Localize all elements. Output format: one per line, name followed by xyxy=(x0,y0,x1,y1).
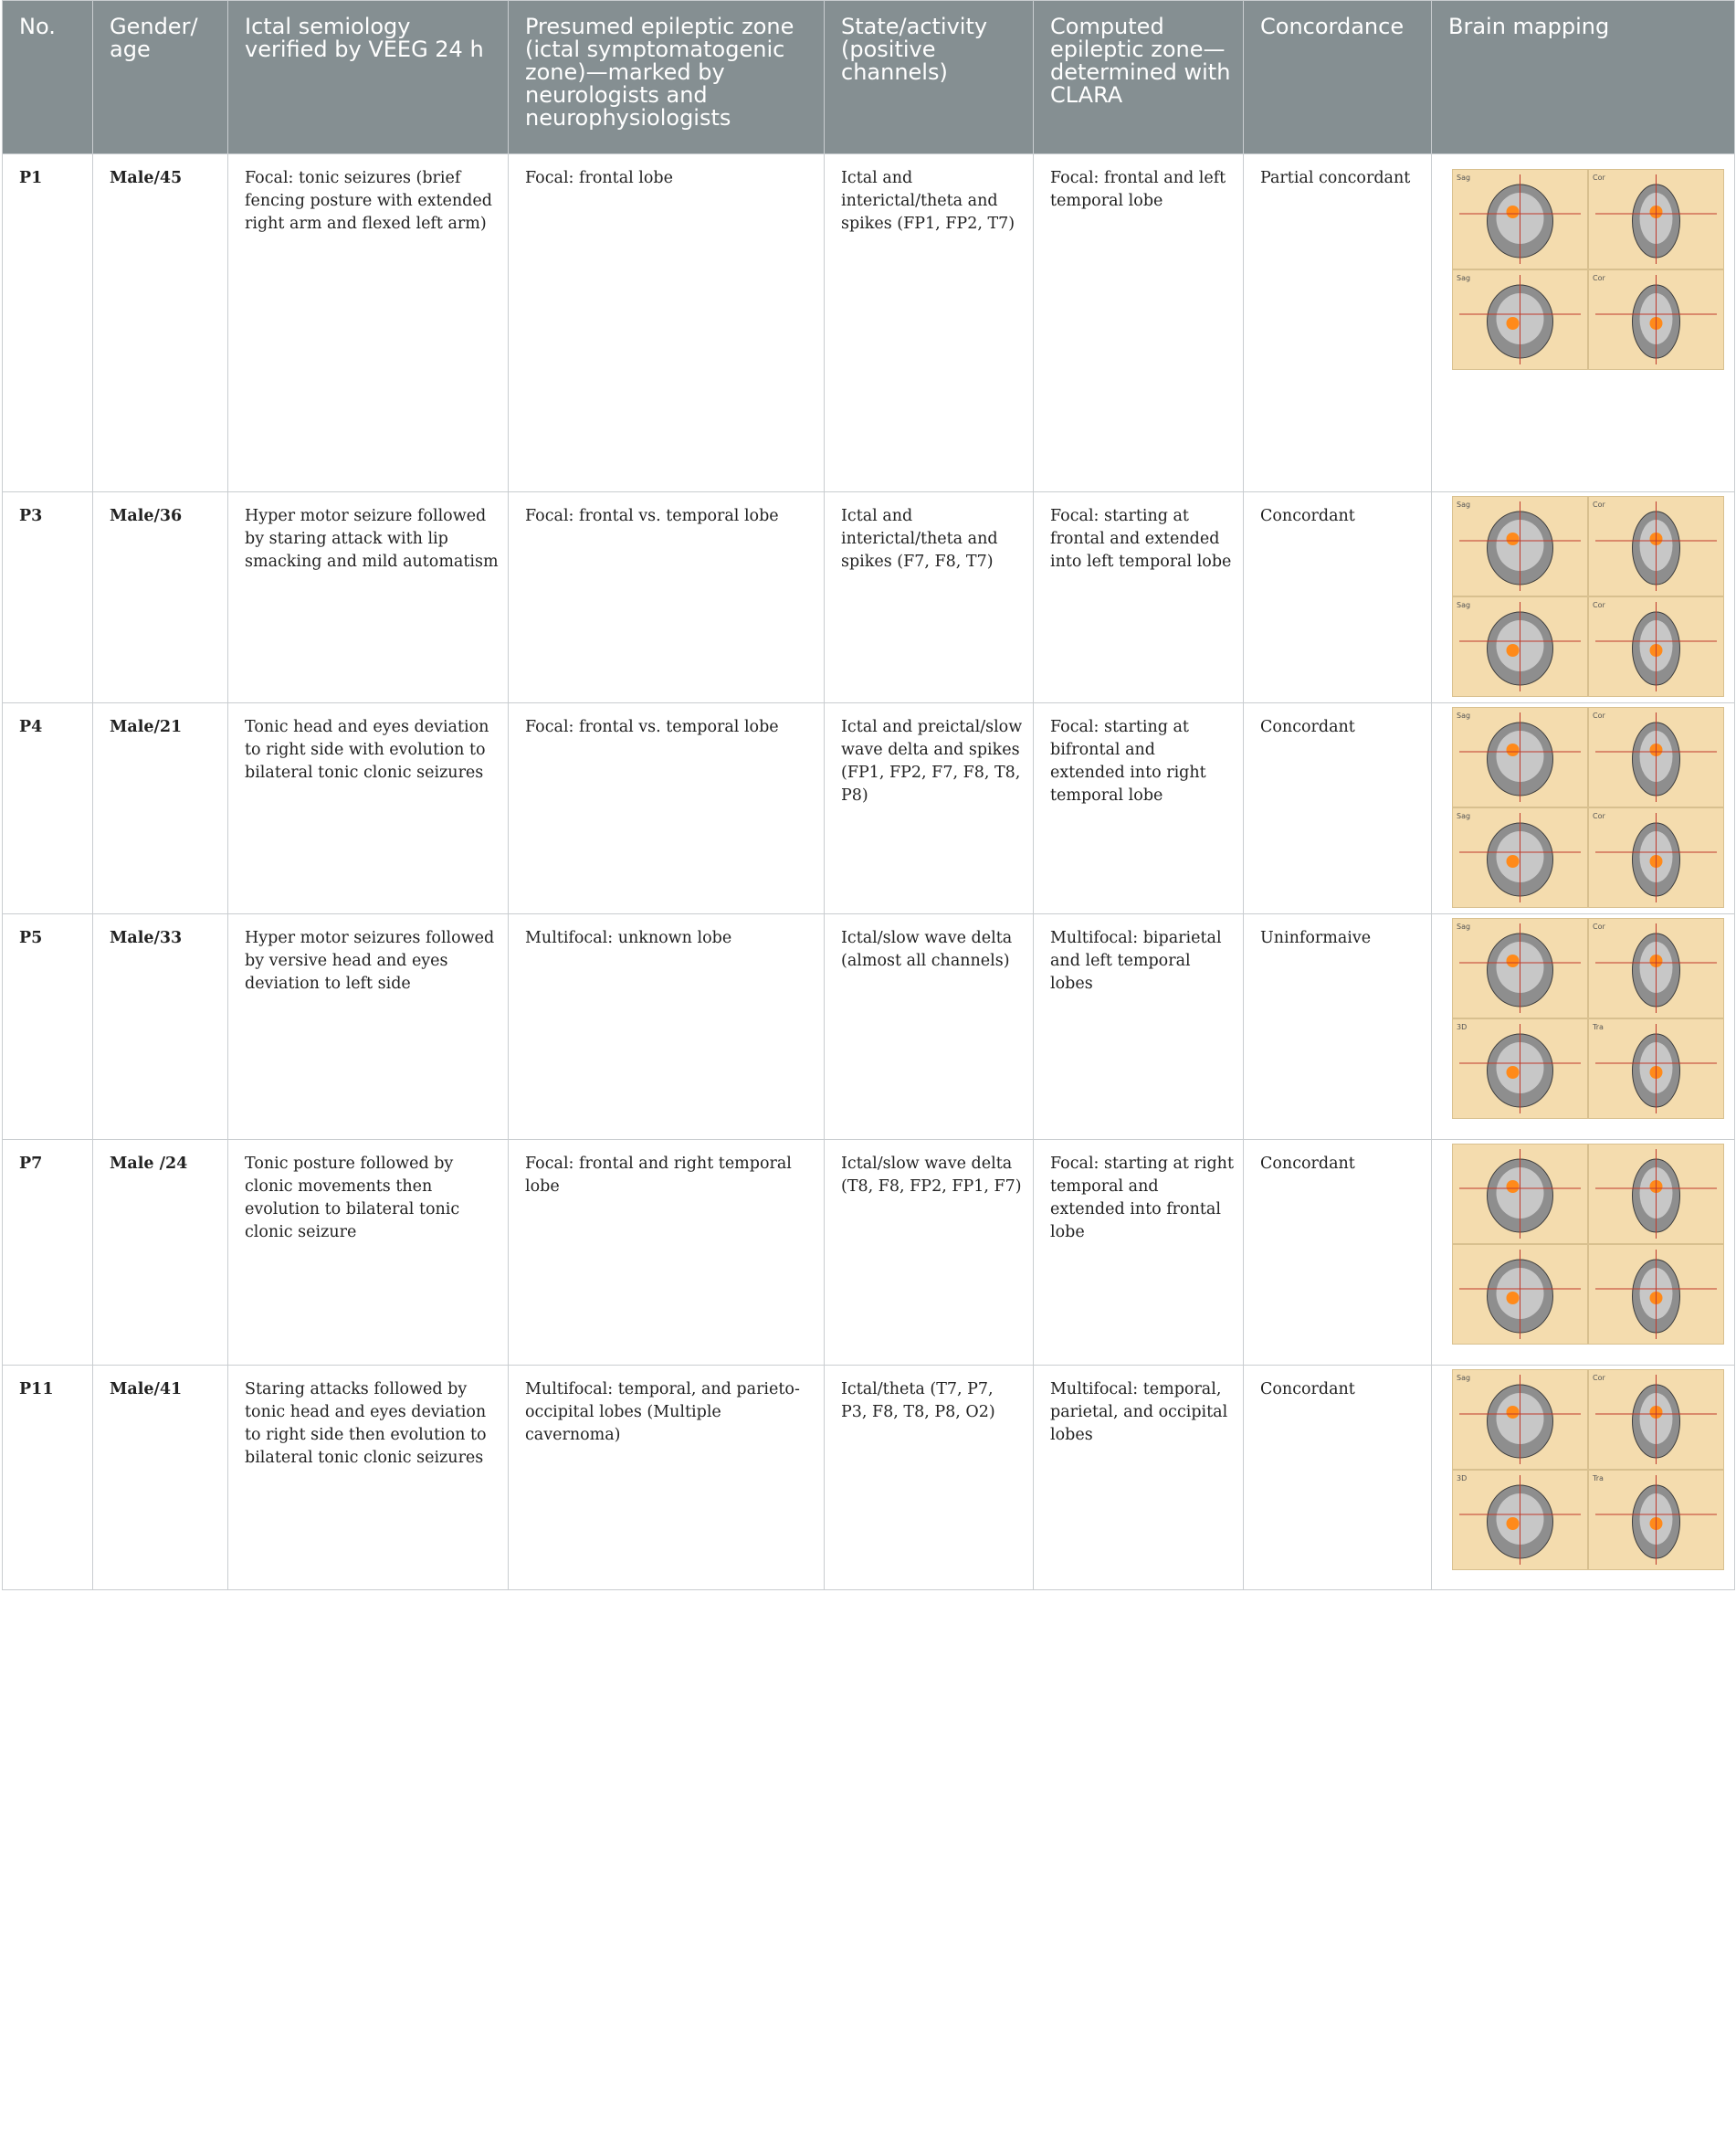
presumed-zone-cell: Multifocal: temporal, and parieto-occipital lobes (Multiple cavernoma) xyxy=(509,1366,825,1590)
concordance-cell: Partial concordant xyxy=(1244,154,1432,492)
panel-label: Sag xyxy=(1457,812,1471,820)
computed-zone-cell: Focal: starting at bifrontal and extended into right temporal lobe xyxy=(1034,703,1244,914)
table-row xyxy=(3,703,1735,914)
brain-mapping-image xyxy=(1452,496,1724,697)
activation-hotspot xyxy=(1507,206,1520,218)
brain-mapping-image xyxy=(1452,1369,1724,1570)
header-semiology: Ictal semiology verified by VEEG 24 h xyxy=(228,1,509,154)
panel-label: Sag xyxy=(1457,501,1471,509)
presumed-zone-cell: Multifocal: unknown lobe xyxy=(509,914,825,1140)
computed-zone-cell: Focal: frontal and left temporal lobe xyxy=(1034,154,1244,492)
state-activity-cell: Ictal/theta (T7, P7, P3, F8, T8, P8, O2) xyxy=(825,1366,1034,1590)
activation-hotspot xyxy=(1507,744,1520,756)
activation-hotspot xyxy=(1507,1517,1520,1530)
activation-hotspot xyxy=(1507,1066,1520,1079)
brain-mapping-cell xyxy=(1432,914,1735,1140)
gender-age-cell: Male/41 xyxy=(93,1366,228,1590)
ictal-semiology-cell: Staring attacks followed by tonic head and eyes deviation to right side then evolution to bilateral tonic clonic seizures xyxy=(228,1366,509,1590)
patient-id-cell: P7 xyxy=(3,1140,93,1366)
panel-label: Cor xyxy=(1593,274,1605,282)
presumed-zone-cell: Focal: frontal vs. temporal lobe xyxy=(509,703,825,914)
header-computed-zone: Computed epileptic zone—determined with CLARA xyxy=(1034,1,1244,154)
brain-mapping-image xyxy=(1452,1144,1724,1345)
table-row xyxy=(3,914,1735,1140)
computed-zone-cell: Focal: starting at frontal and extended into left temporal lobe xyxy=(1034,492,1244,703)
panel-label: Sag xyxy=(1457,1374,1471,1382)
presumed-zone-cell: Focal: frontal and right temporal lobe xyxy=(509,1140,825,1366)
panel-label: Cor xyxy=(1593,812,1605,820)
patient-id-cell: P1 xyxy=(3,154,93,492)
gender-age-cell: Male/21 xyxy=(93,703,228,914)
ictal-semiology-cell: Tonic head and eyes deviation to right side with evolution to bilateral tonic clonic seizures xyxy=(228,703,509,914)
concordance-cell: Concordant xyxy=(1244,703,1432,914)
presumed-zone-cell: Focal: frontal vs. temporal lobe xyxy=(509,492,825,703)
header-concordance: Concordance xyxy=(1244,1,1432,154)
gender-age-cell: Male/36 xyxy=(93,492,228,703)
panel-label: Cor xyxy=(1593,712,1605,720)
gender-age-cell: Male /24 xyxy=(93,1140,228,1366)
patient-id-cell: P5 xyxy=(3,914,93,1140)
table-row xyxy=(3,1140,1735,1366)
panel-label: Sag xyxy=(1457,923,1471,931)
activation-hotspot xyxy=(1507,855,1520,868)
panel-label: Cor xyxy=(1593,501,1605,509)
panel-label: Cor xyxy=(1593,601,1605,609)
state-activity-cell: Ictal/slow wave delta (almost all channels) xyxy=(825,914,1034,1140)
state-activity-cell: Ictal and preictal/slow wave delta and spikes (FP1, FP2, F7, F8, T8, P8) xyxy=(825,703,1034,914)
patient-id-cell: P11 xyxy=(3,1366,93,1590)
patient-id-cell: P4 xyxy=(3,703,93,914)
panel-label: 3D xyxy=(1457,1474,1468,1482)
panel-label: Sag xyxy=(1457,274,1471,282)
activation-hotspot xyxy=(1507,1292,1520,1304)
concordance-cell: Concordant xyxy=(1244,1140,1432,1366)
activation-hotspot xyxy=(1507,1406,1520,1419)
table-body xyxy=(3,154,1735,1590)
header-row xyxy=(3,1,1735,154)
brain-mapping-cell xyxy=(1432,1140,1735,1366)
activation-hotspot xyxy=(1507,955,1520,967)
gender-age-cell: Male/33 xyxy=(93,914,228,1140)
table-row xyxy=(3,1366,1735,1590)
concordance-cell: Concordant xyxy=(1244,1366,1432,1590)
header-gender-age: Gender/ age xyxy=(93,1,228,154)
concordance-cell: Uninformaive xyxy=(1244,914,1432,1140)
brain-mapping-image xyxy=(1452,918,1724,1119)
header-brain-mapping: Brain mapping xyxy=(1432,1,1735,154)
panel-label: Cor xyxy=(1593,174,1605,182)
gender-age-cell: Male/45 xyxy=(93,154,228,492)
table-row xyxy=(3,492,1735,703)
brain-mapping-image xyxy=(1452,169,1724,370)
panel-label: Tra xyxy=(1593,1474,1604,1482)
brain-mapping-image xyxy=(1452,707,1724,908)
state-activity-cell: Ictal/slow wave delta (T8, F8, FP2, FP1, F7) xyxy=(825,1140,1034,1366)
panel-label: Sag xyxy=(1457,712,1471,720)
ictal-semiology-cell: Hyper motor seizure followed by staring attack with lip smacking and mild automatism xyxy=(228,492,509,703)
presumed-zone-cell: Focal: frontal lobe xyxy=(509,154,825,492)
activation-hotspot xyxy=(1507,533,1520,545)
panel-label: Sag xyxy=(1457,174,1471,182)
activation-hotspot xyxy=(1507,317,1520,330)
header-no: No. xyxy=(3,1,93,154)
ictal-semiology-cell: Tonic posture followed by clonic movements then evolution to bilateral tonic clonic seizure xyxy=(228,1140,509,1366)
header-state-activity: State/activity (positive channels) xyxy=(825,1,1034,154)
panel-label: 3D xyxy=(1457,1023,1468,1031)
patient-id-cell: P3 xyxy=(3,492,93,703)
concordance-cell: Concordant xyxy=(1244,492,1432,703)
panel-label: Cor xyxy=(1593,1374,1605,1382)
table-row xyxy=(3,154,1735,492)
brain-mapping-cell xyxy=(1432,1366,1735,1590)
brain-mapping-cell xyxy=(1432,154,1735,492)
activation-hotspot xyxy=(1507,644,1520,657)
panel-label: Tra xyxy=(1593,1023,1604,1031)
results-table xyxy=(2,0,1735,1590)
computed-zone-cell: Focal: starting at right temporal and extended into frontal lobe xyxy=(1034,1140,1244,1366)
computed-zone-cell: Multifocal: temporal, parietal, and occipital lobes xyxy=(1034,1366,1244,1590)
panel-label: Cor xyxy=(1593,923,1605,931)
state-activity-cell: Ictal and interictal/theta and spikes (FP1, FP2, T7) xyxy=(825,154,1034,492)
ictal-semiology-cell: Focal: tonic seizures (brief fencing posture with extended right arm and flexed left arm) xyxy=(228,154,509,492)
header-presumed-zone: Presumed epileptic zone (ictal symptomatogenic zone)—marked by neurologists and neurophysiologists xyxy=(509,1,825,154)
state-activity-cell: Ictal and interictal/theta and spikes (F7, F8, T7) xyxy=(825,492,1034,703)
brain-mapping-cell xyxy=(1432,492,1735,703)
brain-mapping-cell xyxy=(1432,703,1735,914)
ictal-semiology-cell: Hyper motor seizures followed by versive head and eyes deviation to left side xyxy=(228,914,509,1140)
activation-hotspot xyxy=(1507,1180,1520,1193)
computed-zone-cell: Multifocal: biparietal and left temporal lobes xyxy=(1034,914,1244,1140)
panel-label: Sag xyxy=(1457,601,1471,609)
